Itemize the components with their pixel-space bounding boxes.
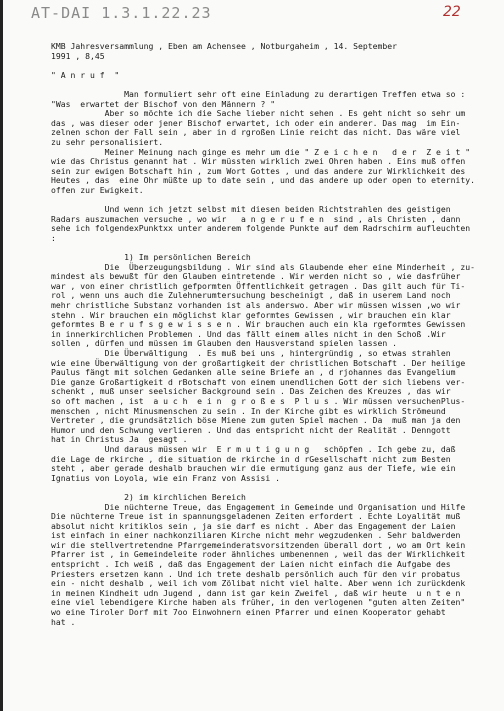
text-line: sehe ich folgendexPunktxx unter anderem folgende Punkte auf dem Radrschirm aufleuchten <box>51 223 471 234</box>
text-line: entspricht . Ich weiß , daß das Engagement der Laien nicht einfach die Aufgabe des <box>51 559 451 570</box>
text-line: "Was erwartet der Bischof von den Männern ? " <box>51 98 276 109</box>
text-line: sollen , dürfen und müssen im Glauben den Hausverstand spielen lassen . <box>51 338 397 349</box>
text-line: Heutes , das eine Ohr müßte up to date sein , und das andere up oder open to eternity. <box>51 175 475 186</box>
text-line: ist einfach in einer nachkonziliaren Kirche nicht mehr wegzudenken . Sehr baldwerden <box>51 530 461 541</box>
text-line: in meinen Kindheit udn Jugend , dann ist gar kein Zweifel , daß wir heute u n t e n <box>51 587 461 598</box>
text-line: menschen , nicht Minusmenschen zu sein . In der Kirche gibt es wirklich Strömeund <box>51 405 446 416</box>
text-line: Meiner Meinung nach ginge es mehr um die " Z e i c h e n d e r Z e i t " <box>51 146 471 157</box>
text-line: das , was dieser oder jener Bischof erwartet, ich oder ein anderer. Das mag im Ein- <box>51 117 461 128</box>
text-line: zu sehr personalisiert. <box>51 136 164 147</box>
text-line: rol , wenn uns auch die Zulehnerumtersuchung bescheinigt , daß in userem Land noch <box>51 290 451 301</box>
text-line: " A n r u f " <box>51 69 120 80</box>
text-line: die Lage de rkirche , die situation de rkirche in d rGesellschaft nicht zum Besten <box>51 453 451 464</box>
text-line: Aber so möchte ich die Sache lieber nicht sehen . Es geht nicht so sehr um <box>51 108 466 119</box>
text-line: Ignatius von Loyola, wie ein Franz von Assisi . <box>51 472 281 483</box>
page-number: 22 <box>443 4 461 20</box>
text-line: geformtes B e r u f s g e w i s s e n . Wir brauchen auch ein kla rgeformtes Gewissen <box>51 319 466 330</box>
text-line: war , von einer christlich gefpormten Öffentlichkeit getragen . Das gilt auch für Ti- <box>51 280 466 291</box>
text-line: mindest als bewußt für den Glauben eintretende . Wir werden nicht so , wie dasfrüher <box>51 271 461 282</box>
text-line: Die Überwältigung . Es muß bei uns , hintergründig , so etwas strahlen <box>51 348 451 358</box>
text-line: 1) Im persönlichen Bereich <box>51 252 251 263</box>
archive-stamp: AT-DAI 1.3.1.22.23 <box>31 4 212 22</box>
text-line: hat . <box>51 616 76 627</box>
text-line: Die Überzeugungsbildung . Wir sind als Glaubende eher eine Minderheit , zu- <box>51 261 475 272</box>
text-line: Radars auszumachen versuche , wo wir a n g e r u f e n sind , als Christen , dann <box>51 213 461 224</box>
document-body <box>51 42 504 627</box>
text-line: Paulus fängt mit solchen Gedanken alle seine Briefe an , d rjohannes das Evangelium <box>51 367 456 378</box>
text-line: absolut nicht kritiklos sein , ja sie darf es nicht . Aber das Engagement der Laien <box>51 520 456 531</box>
text-line: mehr christliche Substanz vorhanden ist als anderswo. Aber wir müssen wissen ,wo wir <box>51 300 461 311</box>
text-line: Priesters ersetzen kann . Und ich trete deshalb persönlich auch für den vir probatus <box>51 568 461 579</box>
text-line: wir die stellvertretendne Pfarrgemeinderatsvorsitzenden überall dort , wo am Ort kein <box>51 539 466 550</box>
text-line: stehn . Wir brauchen ein möglichst klar geformtes Gewissen , wir brauchen ein klar <box>51 309 451 320</box>
text-line: Humor und den Schwung verlieren . Und das entspricht nicht der Realität . Denngott <box>51 424 451 435</box>
text-line: 1991 , 8,45 <box>51 50 105 61</box>
text-line: Die nüchterne Treue, das Engagement in Gemeinde und Organisation und Hilfe <box>51 501 466 512</box>
text-line: zelnen schon der Fall sein , aber in d rgroßen Linie reicht das nicht. Das wäre viel <box>51 127 461 138</box>
text-line: 2) im kirchlichen Bereich <box>51 491 246 502</box>
text-line: : <box>51 232 56 243</box>
text-line: Und wenn ich jetzt selbst mit diesen beiden Richtstrahlen des geistigen <box>51 204 451 215</box>
text-line: wie eine Überwältigung von der großartigkeit der christlichen Botschaft . Der heilige <box>51 357 466 368</box>
text-line: wie das Christus genannt hat . Wir müssten wirklich zwei Ohren haben . Eins muß offen <box>51 156 466 167</box>
text-line: wo eine Tiroler Dorf mit 7oo Einwohnern einen Pfarrer und einen Kooperator gehabt <box>51 607 446 618</box>
text-line: Und daraus müssen wir E r m u t i g u n g schöpfen . Ich gebe zu, daß <box>51 443 456 454</box>
text-line: sein zur ewigen Botschaft hin , zum Wort Gottes , und das andere zur Wirklichkeit des <box>51 165 466 176</box>
text-line: Vertreter , die grundsätzlich böse Miene zum guten Spiel machen . Da muß man ja den <box>51 415 461 426</box>
text-line: in innerkirchlichen Problemen . Und das fällt einem alles nicht in den Schoß .Wir <box>51 328 446 339</box>
text-line: KMB Jahresversammlung , Eben am Achensee , Notburgaheim , 14. September <box>51 42 397 51</box>
text-line: Man formuliert sehr oft eine Einladung zu derartigen Treffen etwa so : <box>51 88 466 99</box>
text-line: hat in Christus Ja gesagt . <box>51 434 188 445</box>
text-line: Die ganze Großartigkeit d rBotschaft von einem unendlichen Gott der sich liebens ver- <box>51 376 466 387</box>
text-line: ein - nicht deshalb , weil ich vom Zölibat nicht viel halte. Aber wenn ich zurückdenk <box>51 578 466 589</box>
text-line: Pfarrer ist , in Gemeindeleite roder ähnliches umbenennen , weil das der Wirklichkeit <box>51 549 466 560</box>
text-line: steht , aber gerade deshalb brauchen wir die ermutigung ganz aus der Tiefe, wie ein <box>51 463 456 474</box>
text-line: schenkt , muß unser seelsicher Background sein . Das Zeichen des Kreuzes , das wir <box>51 386 451 397</box>
text-line: Die nüchterne Treue ist in spannungsgeladenen Zeiten erfordert . Echte Loyalität muß <box>51 511 461 522</box>
text-line: offen zur Ewigkeit. <box>51 184 144 195</box>
text-line: eine viel lebendigere Kirche haben als früher, in den verlogenen "guten alten Zeiten" <box>51 597 466 608</box>
text-line: so oft machen , ist a u c h e i n g r o ß e s P l u s . Wir müssen versuchenPlus- <box>51 395 466 406</box>
